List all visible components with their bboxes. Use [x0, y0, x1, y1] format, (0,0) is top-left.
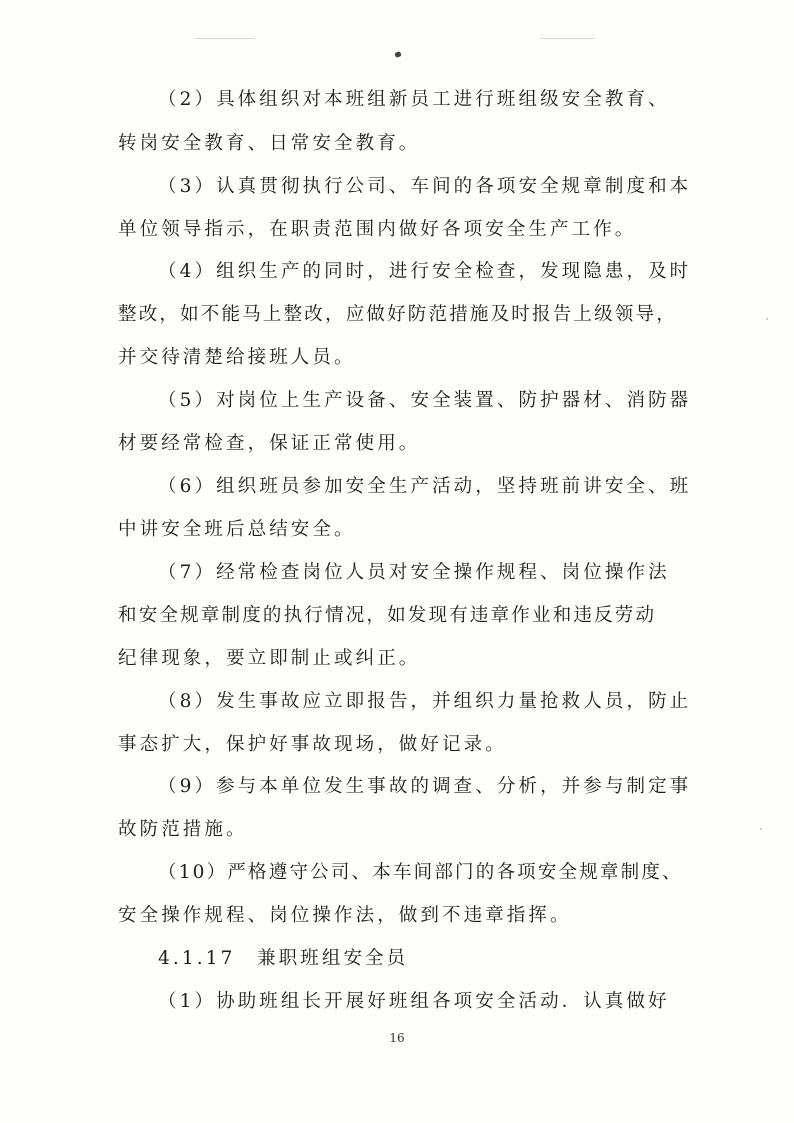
scan-artifact-line	[540, 38, 595, 39]
section-heading: 4.1.17 兼职班组安全员	[158, 948, 409, 969]
paragraph-line: （6）组织班员参加安全生产活动，坚持班前讲安全、班	[158, 476, 692, 497]
paragraph-line: 整改，如不能马上整改，应做好防范措施及时报告上级领导，	[118, 304, 677, 325]
paragraph-line: （4）组织生产的同时，进行安全检查，发现隐患，及时	[158, 261, 692, 282]
paragraph-line: （8）发生事故应立即报告，并组织力量抢救人员，防止	[158, 691, 692, 712]
scan-speck	[760, 828, 762, 830]
paragraph-line: （1）协助班组长开展好班组各项安全活动．认真做好	[158, 991, 670, 1012]
paragraph-line: （3）认真贯彻执行公司、车间的各项安全规章制度和本	[158, 176, 692, 197]
paragraph-line: （2）具体组织对本班组新员工进行班组级安全教育、	[158, 89, 670, 110]
paragraph-line: 材要经常检查，保证正常使用。	[118, 433, 421, 454]
paragraph-line: （5）对岗位上生产设备、安全装置、防护器材、消防器	[158, 390, 692, 411]
paragraph-line: 纪律现象，要立即制止或纠正。	[118, 648, 421, 669]
paragraph-line: 和安全规章制度的执行情况，如发现有违章作业和违反劳动	[118, 605, 657, 626]
paragraph-line: 事态扩大，保护好事故现场，做好记录。	[118, 734, 507, 755]
paragraph-line: （9）参与本单位发生事故的调查、分析，并参与制定事	[158, 776, 692, 797]
page-number: 16	[389, 1031, 405, 1045]
scan-speck	[766, 318, 768, 320]
paragraph-line: 并交待清楚给接班人员。	[118, 347, 356, 368]
scan-artifact-line	[195, 38, 255, 39]
paragraph-line: 中讲安全班后总结安全。	[118, 519, 356, 540]
paragraph-line: 安全操作规程、岗位操作法，做到不违章指挥。	[118, 905, 572, 926]
paragraph-line: 单位领导指示，在职责范围内做好各项安全生产工作。	[118, 219, 637, 240]
paragraph-line: 转岗安全教育、日常安全教育。	[118, 133, 421, 154]
paragraph-line: （7）经常检查岗位人员对安全操作规程、岗位操作法	[158, 562, 670, 583]
scan-artifact-mark	[394, 51, 401, 58]
paragraph-line: 故防范措施。	[118, 819, 248, 840]
paragraph-line: （10）严格遵守公司、本车间部门的各项安全规章制度、	[158, 862, 683, 883]
